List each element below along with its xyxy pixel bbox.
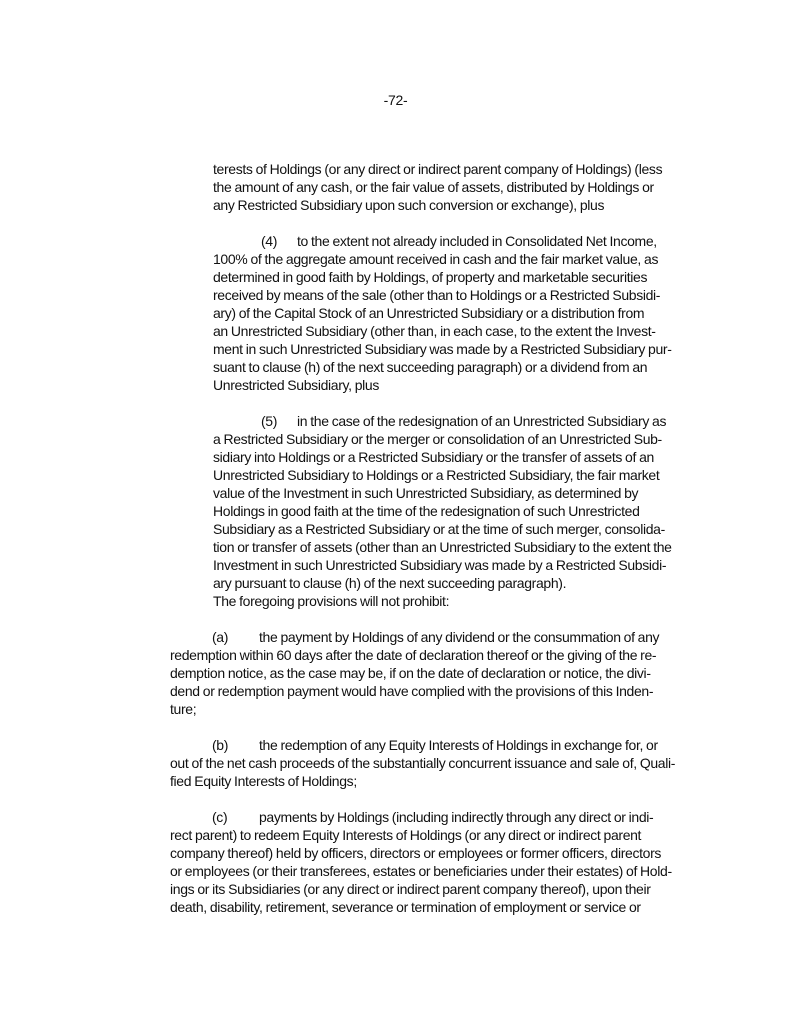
text-line xyxy=(170,754,675,772)
line-text: payments by Holdings (including indirectly through any direct or indi- xyxy=(259,809,654,825)
line-text: rect parent) to redeem Equity Interests of Holdings (or any direct or indirect parent xyxy=(170,827,642,843)
text-line xyxy=(213,484,672,502)
text-line xyxy=(170,736,675,754)
line-text: sidiary into Holdings or a Restricted Subsidiary or the transfer of assets of an xyxy=(213,449,654,465)
text-line xyxy=(213,232,672,250)
line-text: fied Equity Interests of Holdings; xyxy=(170,773,357,789)
line-text: a Restricted Subsidiary or the merger or consolidation of an Unrestricted Sub- xyxy=(213,431,662,447)
text-line xyxy=(213,538,672,556)
line-text: ment in such Unrestricted Subsidiary was made by a Restricted Subsidiary pur- xyxy=(213,341,672,357)
line-text: redemption within 60 days after the date of declaration thereof or the giving of the re- xyxy=(170,647,657,663)
clause-number: (5) xyxy=(261,413,278,429)
text-line xyxy=(213,430,672,448)
line-text: Unrestricted Subsidiary to Holdings or a Restricted Subsidiary, the fair market xyxy=(213,467,660,483)
line-text: tion or transfer of assets (other than an Unrestricted Subsidiary to the extent the xyxy=(213,539,672,555)
line-text: or employees (or their transferees, estates or beneficiaries under their estates) of Hold- xyxy=(170,863,672,879)
line-text: determined in good faith by Holdings, of property and marketable securities xyxy=(213,269,648,285)
text-line xyxy=(170,628,659,646)
text-line xyxy=(213,340,672,358)
line-text: any Restricted Subsidiary upon such conversion or exchange), plus xyxy=(213,197,605,213)
text-line xyxy=(213,556,672,574)
line-text: to the extent not already included in Consolidated Net Income, xyxy=(297,233,657,249)
text-line xyxy=(213,286,672,304)
text-line xyxy=(213,592,449,610)
text-line xyxy=(170,664,659,682)
line-text: Unrestricted Subsidiary, plus xyxy=(213,377,379,393)
text-line xyxy=(170,646,659,664)
text-line xyxy=(170,844,672,862)
text-line xyxy=(170,898,672,916)
text-line xyxy=(170,700,659,718)
text-line xyxy=(213,412,672,430)
clause-c xyxy=(170,808,672,916)
text-line xyxy=(213,574,672,592)
clause-5 xyxy=(213,412,672,592)
line-text: Investment in such Unrestricted Subsidiary was made by a Restricted Subsidi- xyxy=(213,557,667,573)
clause-number: (c) xyxy=(212,809,228,825)
line-text: ture; xyxy=(170,701,197,717)
line-text: 100% of the aggregate amount received in cash and the fair market value, as xyxy=(213,251,659,267)
line-text: an Unrestricted Subsidiary (other than, in each case, to the extent the Invest- xyxy=(213,323,656,339)
line-text: in the case of the redesignation of an Unrestricted Subsidiary as xyxy=(297,413,667,429)
line-text: the redemption of any Equity Interests of Holdings in exchange for, or xyxy=(259,737,658,753)
clause-a xyxy=(170,628,659,718)
text-line xyxy=(213,376,672,394)
line-text: value of the Investment in such Unrestricted Subsidiary, as determined by xyxy=(213,485,639,501)
clause-number: (4) xyxy=(261,233,278,249)
text-line xyxy=(170,682,659,700)
line-text: ary pursuant to clause (h) of the next succeeding paragraph). xyxy=(213,575,567,591)
text-line xyxy=(213,448,672,466)
text-line xyxy=(213,466,672,484)
text-line xyxy=(213,250,672,268)
clause-number: (b) xyxy=(212,737,229,753)
line-text: The foregoing provisions will not prohibit: xyxy=(213,593,450,609)
page-number: -72- xyxy=(383,92,408,108)
line-text: demption notice, as the case may be, if on the date of declaration or notice, the divi- xyxy=(170,665,651,681)
clause-4 xyxy=(213,232,672,394)
text-line xyxy=(213,358,672,376)
text-line xyxy=(213,160,662,178)
text-line xyxy=(213,322,672,340)
foregoing-provisions xyxy=(213,592,449,610)
line-text: death, disability, retirement, severance or termination of employment or service or xyxy=(170,899,641,915)
line-text: out of the net cash proceeds of the substantially concurrent issuance and sale of, Quali- xyxy=(170,755,676,771)
line-text: Subsidiary as a Restricted Subsidiary or at the time of such merger, consolida- xyxy=(213,521,665,537)
line-text: the payment by Holdings of any dividend or the consummation of any xyxy=(259,629,660,645)
line-text: the amount of any cash, or the fair value of assets, distributed by Holdings or xyxy=(213,179,654,195)
line-text: received by means of the sale (other than to Holdings or a Restricted Subsidi- xyxy=(213,287,661,303)
text-line xyxy=(170,772,675,790)
text-line xyxy=(170,808,672,826)
text-line xyxy=(213,304,672,322)
clause-b xyxy=(170,736,675,790)
text-line xyxy=(213,502,672,520)
text-line xyxy=(213,268,672,286)
text-line xyxy=(213,178,662,196)
line-text: Holdings in good faith at the time of the redesignation of such Unrestricted xyxy=(213,503,640,519)
text-line xyxy=(213,196,662,214)
line-text: terests of Holdings (or any direct or indirect parent company of Holdings) (less xyxy=(213,161,663,177)
text-line xyxy=(170,826,672,844)
line-text: company thereof) held by officers, directors or employees or former officers, directors xyxy=(170,845,662,861)
text-line xyxy=(213,520,672,538)
paragraph-continuation xyxy=(213,160,662,214)
line-text: ings or its Subsidiaries (or any direct or indirect parent company thereof), upon their xyxy=(170,881,651,897)
line-text: dend or redemption payment would have complied with the provisions of this Inden- xyxy=(170,683,654,699)
text-line xyxy=(170,880,672,898)
line-text: ary) of the Capital Stock of an Unrestricted Subsidiary or a distribution from xyxy=(213,305,645,321)
text-line xyxy=(170,862,672,880)
line-text: suant to clause (h) of the next succeeding paragraph) or a dividend from an xyxy=(213,359,648,375)
clause-number: (a) xyxy=(212,629,229,645)
